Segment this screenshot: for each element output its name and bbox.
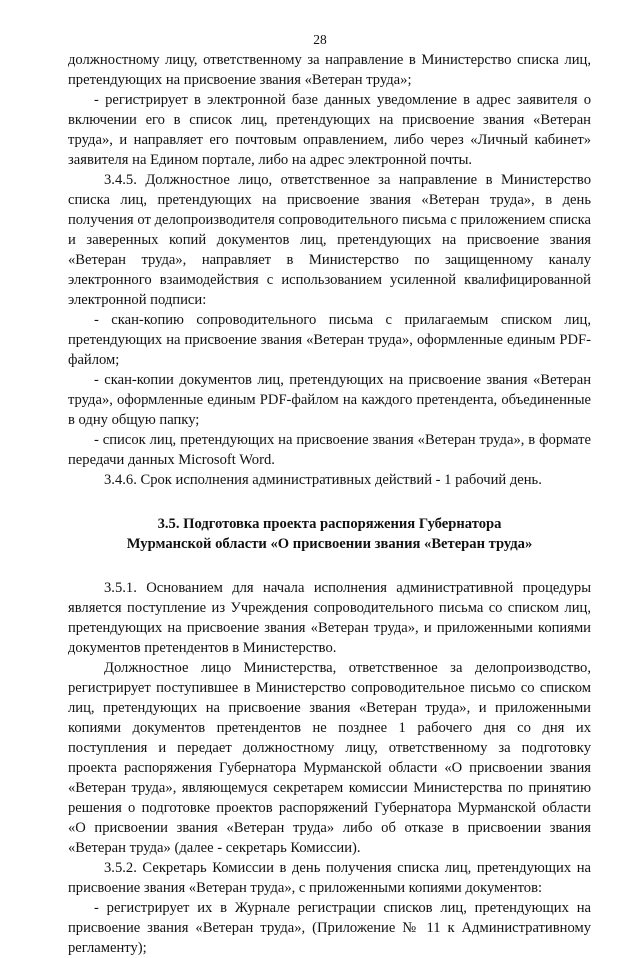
paragraph: - регистрирует в электронной базе данных уведомление в адрес заявителя о включении его в список лиц, претендующих на присвоение звания «Ветеран труда», и направляет его почтовым оправлением, либо через «Личный кабинет» заявителя на Едином портале, либо на адрес электронной почты. — [68, 92, 591, 168]
section-heading-line-1: 3.5. Подготовка проекта распоряжения Губернатора — [157, 516, 502, 532]
page-number: 28 — [313, 32, 327, 47]
section-heading — [68, 514, 591, 554]
paragraphs-after-heading — [68, 578, 591, 958]
paragraph: Должностное лицо Министерства, ответственное за делопроизводство, регистрирует поступившее в Министерство сопроводительное письмо со списком лиц, претендующих на присвоение звания «Ветеран труда», и приложенными копиями документов претендентов не позднее 1 рабочего дня со дня их поступления и передает должностному лицу, ответственному за подготовку проекта распоряжения Губернатора Мурманской области «О присвоении звания «Ветеран труда», являющемуся секретарем комиссии Министерства по принятию решения о подготовке проектов распоряжений Губернатора Мурманской области «О присвоении звания «Ветеран труда» либо об отказе в присвоении звания «Ветеран труда» (далее - секретарь Комиссии). — [68, 660, 591, 856]
paragraph: 3.5.1. Основанием для начала исполнения административной процедуры является поступление из Учреждения сопроводительного письма со списком лиц, претендующих на присвоение звания «Ветеран труда», и приложенными копиями документов претендентов в Министерство. — [68, 580, 591, 656]
paragraph: - скан-копию сопроводительного письма с прилагаемым списком лиц, претендующих на присвоение звания «Ветеран труда», оформленные единым PDF-файлом; — [68, 312, 591, 368]
paragraph: - список лиц, претендующих на присвоение звания «Ветеран труда», в формате передачи данных Microsoft Word. — [68, 432, 591, 468]
document-body — [68, 50, 591, 958]
paragraph: 3.4.6. Срок исполнения административных действий - 1 рабочий день. — [104, 472, 542, 488]
paragraph: должностному лицу, ответственному за направление в Министерство списка лиц, претендующих на присвоение звания «Ветеран труда»; — [68, 52, 591, 88]
section-heading-line-2: Мурманской области «О присвоении звания «Ветеран труда» — [126, 536, 533, 552]
paragraphs-before-heading — [68, 50, 591, 490]
paragraph: - скан-копии документов лиц, претендующих на присвоение звания «Ветеран труда», оформленные единым PDF-файлом на каждого претендента, объединенные в одну общую папку; — [68, 372, 591, 428]
paragraph: 3.5.2. Секретарь Комиссии в день получения списка лиц, претендующих на присвоение звания «Ветеран труда», с приложенными копиями документов: — [68, 860, 591, 896]
paragraph: 3.4.5. Должностное лицо, ответственное за направление в Министерство списка лиц, претендующих на присвоение звания «Ветеран труда», в день получения от делопроизводителя сопроводительного письма с приложением списка и заверенных копий документов лиц, претендующих на присвоение звания «Ветеран труда», направляет в Министерство по защищенному каналу электронного взаимодействия с использованием усиленной квалифицированной электронной подписи: — [68, 172, 591, 308]
paragraph: - регистрирует их в Журнале регистрации списков лиц, претендующих на присвоение звания «Ветеран труда», (Приложение № 11 к Административному регламенту); — [68, 900, 591, 956]
